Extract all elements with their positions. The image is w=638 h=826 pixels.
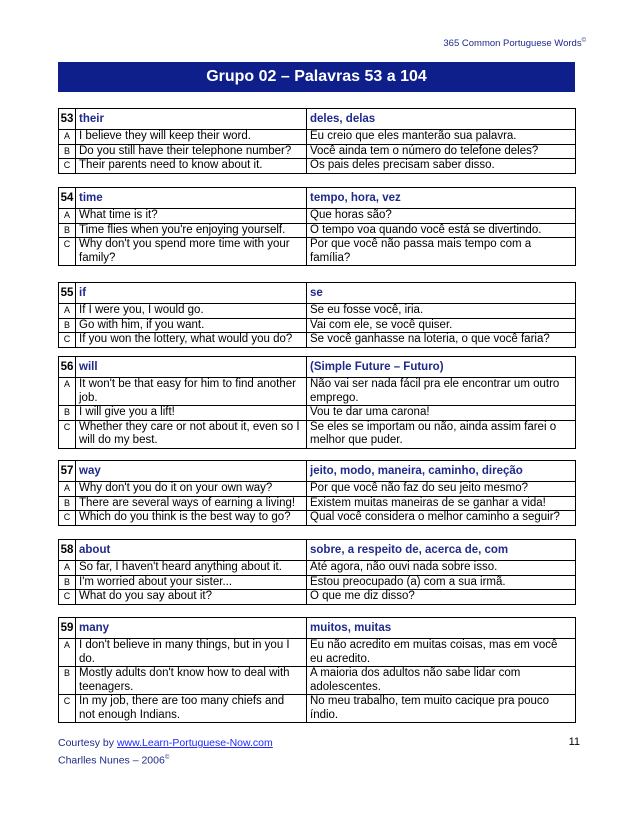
portuguese-example: Se eles se importam ou não, ainda assim farei o melhor que puder.	[307, 420, 576, 448]
example-label: C	[59, 333, 76, 348]
english-example: In my job, there are too many chiefs and not enough Indians.	[76, 695, 307, 723]
english-word: will	[76, 357, 307, 378]
portuguese-example: Que horas são?	[307, 209, 576, 224]
example-label: C	[59, 420, 76, 448]
english-word: about	[76, 540, 307, 561]
example-label: B	[59, 406, 76, 421]
example-label: C	[59, 511, 76, 526]
example-label: C	[59, 238, 76, 266]
example-row	[59, 695, 576, 723]
example-label: B	[59, 144, 76, 159]
example-row	[59, 159, 576, 174]
example-label: A	[59, 209, 76, 224]
portuguese-example: Existem muitas maneiras de se ganhar a vida!	[307, 496, 576, 511]
portuguese-example: Qual você considera o melhor caminho a seguir?	[307, 511, 576, 526]
portuguese-example: O tempo voa quando você está se divertindo.	[307, 223, 576, 238]
example-row	[59, 511, 576, 526]
example-row	[59, 590, 576, 605]
portuguese-translation: muitos, muitas	[307, 618, 576, 639]
example-row	[59, 420, 576, 448]
english-example: So far, I haven't heard anything about it.	[76, 561, 307, 576]
word-table	[58, 460, 576, 526]
portuguese-example: Eu não acredito em muitas coisas, mas em você eu acredito.	[307, 639, 576, 667]
word-table	[58, 617, 576, 723]
english-example: If I were you, I would go.	[76, 304, 307, 319]
word-block	[58, 282, 576, 348]
english-example: I don't believe in many things, but in you I do.	[76, 639, 307, 667]
word-block	[58, 187, 576, 266]
portuguese-example: Estou preocupado (a) com a sua irmã.	[307, 575, 576, 590]
english-word: their	[76, 109, 307, 130]
word-block	[58, 108, 576, 174]
example-label: B	[59, 667, 76, 695]
portuguese-translation: sobre, a respeito de, acerca de, com	[307, 540, 576, 561]
english-example: Do you still have their telephone number?	[76, 144, 307, 159]
header-brand: 365 Common Portuguese Words©	[443, 38, 586, 50]
example-row	[59, 223, 576, 238]
example-label: B	[59, 496, 76, 511]
portuguese-translation: tempo, hora, vez	[307, 188, 576, 209]
english-example: Time flies when you're enjoying yourself.	[76, 223, 307, 238]
word-block	[58, 460, 576, 526]
example-row	[59, 130, 576, 145]
english-word: many	[76, 618, 307, 639]
word-number: 58	[59, 540, 76, 561]
word-header-row	[59, 618, 576, 639]
word-table	[58, 356, 576, 449]
english-word: way	[76, 461, 307, 482]
word-header-row	[59, 188, 576, 209]
word-number: 54	[59, 188, 76, 209]
english-example: If you won the lottery, what would you do?	[76, 333, 307, 348]
portuguese-example: Por que você não faz do seu jeito mesmo?	[307, 482, 576, 497]
example-label: A	[59, 561, 76, 576]
example-row	[59, 561, 576, 576]
english-example: Mostly adults don't know how to deal with teenagers.	[76, 667, 307, 695]
website-link[interactable]: www.Learn-Portuguese-Now.com	[116, 737, 273, 749]
english-example: I will give you a lift!	[76, 406, 307, 421]
example-row	[59, 406, 576, 421]
word-number: 56	[59, 357, 76, 378]
portuguese-example: Você ainda tem o número do telefone deles?	[307, 144, 576, 159]
word-table	[58, 108, 576, 174]
english-example: Go with him, if you want.	[76, 318, 307, 333]
portuguese-example: Não vai ser nada fácil pra ele encontrar um outro emprego.	[307, 378, 576, 406]
example-row	[59, 378, 576, 406]
word-number: 57	[59, 461, 76, 482]
word-number: 55	[59, 283, 76, 304]
word-number: 53	[59, 109, 76, 130]
example-label: A	[59, 482, 76, 497]
portuguese-example: Vai com ele, se você quiser.	[307, 318, 576, 333]
word-table	[58, 187, 576, 266]
word-header-row	[59, 461, 576, 482]
word-header-row	[59, 540, 576, 561]
portuguese-example: Se você ganhasse na loteria, o que você faria?	[307, 333, 576, 348]
english-example: I believe they will keep their word.	[76, 130, 307, 145]
example-label: B	[59, 223, 76, 238]
portuguese-example: Se eu fosse você, iria.	[307, 304, 576, 319]
portuguese-translation: (Simple Future – Futuro)	[307, 357, 576, 378]
example-label: B	[59, 318, 76, 333]
word-header-row	[59, 283, 576, 304]
word-block	[58, 617, 576, 723]
word-header-row	[59, 357, 576, 378]
portuguese-example: Os pais deles precisam saber disso.	[307, 159, 576, 174]
page-title: Grupo 02 – Palavras 53 a 104	[58, 62, 575, 92]
english-example: What time is it?	[76, 209, 307, 224]
english-example: Their parents need to know about it.	[76, 159, 307, 174]
portuguese-example: Vou te dar uma carona!	[307, 406, 576, 421]
example-label: B	[59, 575, 76, 590]
english-example: Whether they care or not about it, even so I will do my best.	[76, 420, 307, 448]
portuguese-translation: se	[307, 283, 576, 304]
example-row	[59, 238, 576, 266]
example-label: A	[59, 304, 76, 319]
english-example: Why don't you do it on your own way?	[76, 482, 307, 497]
english-example: There are several ways of earning a living!	[76, 496, 307, 511]
example-row	[59, 209, 576, 224]
example-label: C	[59, 590, 76, 605]
example-row	[59, 304, 576, 319]
example-row	[59, 318, 576, 333]
portuguese-example: Eu creio que eles manterão sua palavra.	[307, 130, 576, 145]
word-table	[58, 539, 576, 605]
example-row	[59, 482, 576, 497]
portuguese-example: Até agora, não ouvi nada sobre isso.	[307, 561, 576, 576]
example-label: A	[59, 639, 76, 667]
portuguese-example: No meu trabalho, tem muito cacique pra pouco índio.	[307, 695, 576, 723]
example-row	[59, 496, 576, 511]
portuguese-translation: deles, delas	[307, 109, 576, 130]
example-label: C	[59, 159, 76, 174]
english-word: time	[76, 188, 307, 209]
english-example: It won't be that easy for him to find another job.	[76, 378, 307, 406]
example-row	[59, 333, 576, 348]
word-table	[58, 282, 576, 348]
example-label: A	[59, 378, 76, 406]
english-example: What do you say about it?	[76, 590, 307, 605]
example-label: A	[59, 130, 76, 145]
example-row	[59, 639, 576, 667]
example-label: C	[59, 695, 76, 723]
example-row	[59, 575, 576, 590]
word-number: 59	[59, 618, 76, 639]
english-example: Which do you think is the best way to go?	[76, 511, 307, 526]
portuguese-example: A maioria dos adultos não sabe lidar com adolescentes.	[307, 667, 576, 695]
footer-credits: Courtesy by www.Learn-Portuguese-Now.com Charlles Nunes – 2006©	[58, 737, 273, 767]
word-block	[58, 539, 576, 605]
portuguese-translation: jeito, modo, maneira, caminho, direção	[307, 461, 576, 482]
word-block	[58, 356, 576, 449]
example-row	[59, 667, 576, 695]
english-word: if	[76, 283, 307, 304]
english-example: Why don't you spend more time with your family?	[76, 238, 307, 266]
portuguese-example: Por que você não passa mais tempo com a família?	[307, 238, 576, 266]
portuguese-example: O que me diz disso?	[307, 590, 576, 605]
example-row	[59, 144, 576, 159]
word-header-row	[59, 109, 576, 130]
english-example: I'm worried about your sister...	[76, 575, 307, 590]
page-number: 11	[568, 736, 580, 748]
